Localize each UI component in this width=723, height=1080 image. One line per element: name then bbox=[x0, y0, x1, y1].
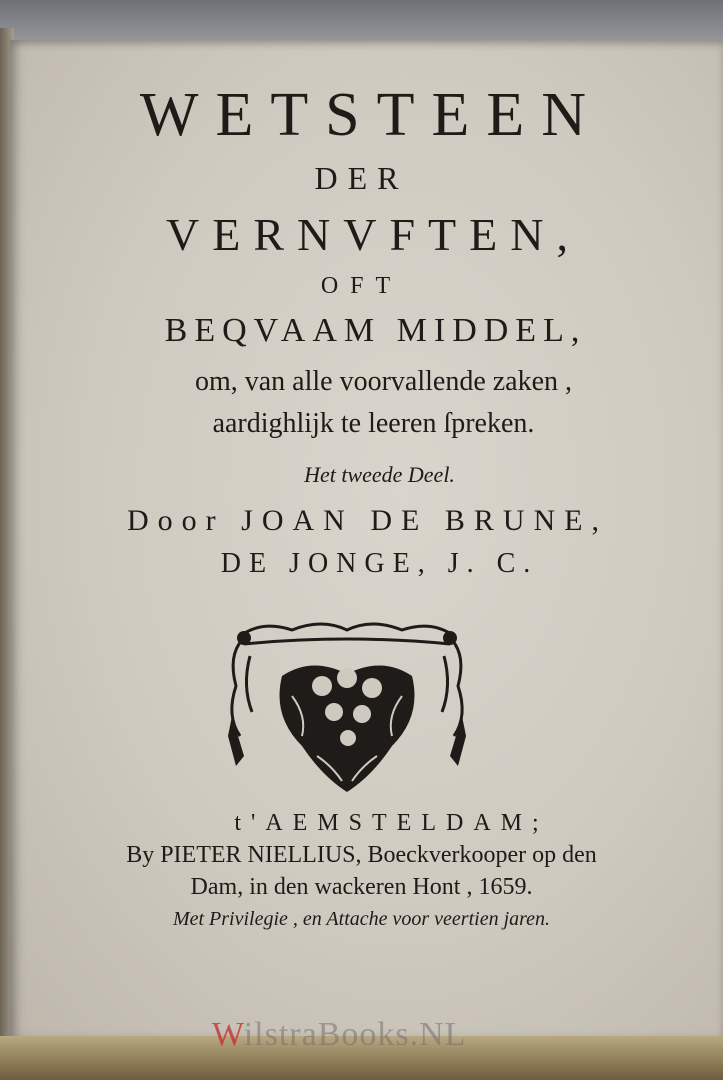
imprint-place: t'AEMSTELDAM; bbox=[234, 810, 549, 836]
title-line-der: DER bbox=[314, 160, 409, 196]
imprint-printer-1: By PIETER NIELLIUS, Boeckverkooper op den bbox=[126, 842, 597, 868]
watermark bbox=[212, 1016, 466, 1054]
watermark-initial: W bbox=[212, 1016, 244, 1053]
watermark-rest: ilstraBooks.NL bbox=[243, 1016, 467, 1053]
privilege-line: Met Privilegie , en Attache voor veertien jaren. bbox=[172, 908, 551, 930]
title-line-vernuften: VERNVFTEN, bbox=[166, 209, 581, 260]
imprint-printer-2: Dam, in den wackeren Hont , 1659. bbox=[190, 874, 533, 900]
author-line-1: Door JOAN DE BRUNE, bbox=[127, 504, 608, 537]
author-line-2: DE JONGE, J. C. bbox=[220, 548, 539, 579]
printers-ornament-icon bbox=[222, 616, 472, 792]
subtitle-line-2: aardighlijk te leeren ſpreken. bbox=[212, 408, 535, 439]
title-line-bequaam: BEQVAAM MIDDEL, bbox=[164, 312, 587, 349]
title-line-oft: OFT bbox=[320, 273, 403, 299]
part-label: Het tweede Deel. bbox=[304, 462, 455, 487]
subtitle-line-1: om, van alle voorvallende zaken , bbox=[194, 366, 573, 397]
book-title: WETSTEEN bbox=[139, 81, 604, 149]
